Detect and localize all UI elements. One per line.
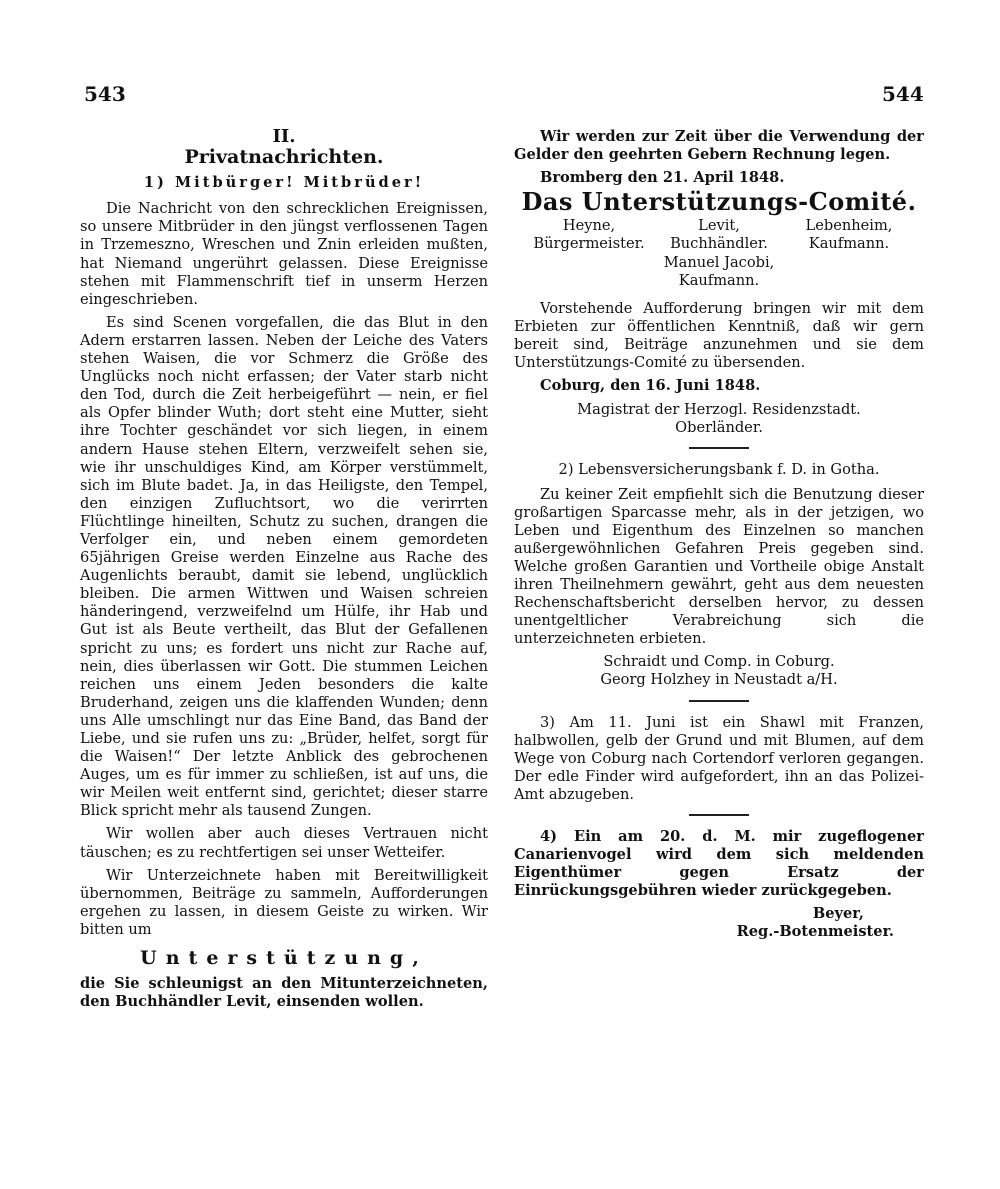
item4-text: 4) Ein am 20. d. M. mir zugeflogener Canarienvogel wird dem sich meldenden Eigenthümer gegen Ersatz der Einrückungsgebühren wieder zurückgegeben. xyxy=(514,828,924,900)
signer-jacobi-title: Kaufmann. xyxy=(678,271,760,289)
section-title: Privatnachrichten. xyxy=(184,146,384,169)
item1-paragraph-4: Wir Unterzeichnete haben mit Bereitwilligkeit übernommen, Beiträge zu sammeln, Aufforderungen ergehen zu lassen, in diesem Geiste zu wirken. Wir bitten um xyxy=(80,866,488,938)
vorstehende-text: Vorstehende Aufforderung bringen wir mit dem Erbieten zur öffentlichen Kenntniß, daß wir gern bereit sind, Beiträge anzunehmen und sie dem Unterstützungs-Comité zu übersenden. xyxy=(514,299,924,372)
signer-title-kaufmann: Kaufmann. xyxy=(808,235,890,253)
date-coburg: Coburg, den 16. Juni 1848. xyxy=(540,377,761,395)
signer-heyne: Heyne, xyxy=(562,217,616,235)
left-column xyxy=(80,128,488,1016)
item2-signature-2: Georg Holzhey in Neustadt a/H. xyxy=(600,671,838,689)
divider-2 xyxy=(689,700,749,702)
signer-levit: Levit, xyxy=(698,217,740,235)
unterstuetzung-heading: Unterstützung, xyxy=(140,947,428,970)
signer-jacobi: Manuel Jacobi, xyxy=(663,253,775,271)
item2-heading: 2) Lebensversicherungsbank f. D. in Gotha. xyxy=(558,461,880,479)
cont-text: Wir werden zur Zeit über die Verwendung der Gelder den geehrten Gebern Rechnung legen. xyxy=(514,128,924,164)
item2-signature-1: Schraidt und Comp. in Coburg. xyxy=(603,653,835,671)
item4-signature-title: Reg.-Botenmeister. xyxy=(736,923,894,941)
item1-heading: 1) Mitbürger! Mitbrüder! xyxy=(143,174,425,192)
signer-title-buergermeister: Bürgermeister. xyxy=(533,235,645,253)
signer-lebenheim: Lebenheim, xyxy=(805,217,893,235)
divider-3 xyxy=(689,814,749,816)
page-number-left: 543 xyxy=(84,82,126,106)
magistrat-line: Magistrat der Herzogl. Residenzstadt. xyxy=(577,401,861,419)
signer-title-buchhaendler: Buchhändler. xyxy=(670,235,768,253)
item1-paragraph-2: Es sind Scenen vorgefallen, die das Blut in den Adern erstarren lassen. Neben der Leiche des Vaters stehen Waisen, die vor Schmerz die Größe des Unglücks noch nicht erfassen; der Vater starb nicht den Tod, durch die Zeit herbeigeführt — nein, er fiel als Opfer blinder Wuth; dort steht eine Mutter, sieht ihre Tochter geschändet vor sich liegen, in einem andern Hause stehen Eltern, verzweifelt sehen sie, wie ihr unschuldiges Kind, am Körper verstümmelt, sich im Blute badet. Ja, in das Heiligste, den Tempel, den einzigen Zufluchtsort, wo die verirrten Flüchtlinge hineilten, Schutz zu suchen, drangen die Verfolger ein, und neben einem gemordeten 65jährigen Greise werden Einzelne aus Rache des Augenlichts beraubt, damit sie lebend, unglücklich bleiben. Die armen Wittwen und Waisen schreien händeringend, verzweifelnd um Hülfe, ihr Hab und Gut ist als Beute vertheilt, das Blut der Gefallenen spricht zu uns; es fordert uns nicht zur Rache auf, nein, dies überlassen wir Gott. Die stummen Leichen reichen uns einem Jeden besonders die kalte Bruderhand, zeigen uns die klaffenden Wunden; denn uns Alle umschlingt nur das Eine Band, das Band der Liebe, und sie rufen uns zu: „Brüder, helfet, sorgt für die Waisen!“ Der letzte Anblick des gebrochenen Auges, um es für immer zu schließen, ist auf uns, die wir Meilen weit entfernt sind, gerichtet; dieser starre Blick spricht mehr als tausend Zungen. xyxy=(80,313,488,820)
section-number: II. xyxy=(272,126,296,147)
item1-paragraph-3: Wir wollen aber auch dieses Vertrauen nicht täuschen; es zu rechtfertigen sei unser Wetteifer. xyxy=(80,825,488,861)
right-column xyxy=(514,128,924,942)
item3-text: 3) Am 11. Juni ist ein Shawl mit Franzen, halbwollen, gelb der Grund und mit Blumen, auf dem Wege von Coburg nach Cortendorf verloren gegangen. Der edle Finder wird aufgefordert, ihn an das Polizei-Amt abzugeben. xyxy=(514,713,924,803)
item2-text: Zu keiner Zeit empfiehlt sich die Benutzung dieser großartigen Sparcasse mehr, als in der jetzigen, wo Leben und Eigenthum des Einzelnen so manchen außergewöhnlichen Gefahren Preis gegeben sind. Welche großen Garantien und Vortheile obige Anstalt ihren Theilnehmern gewährt, geht aus dem neuesten Rechenschaftsbericht derselben hervor, zu dessen unentgeltlicher Verabreichung sich die unterzeichneten erbieten. xyxy=(514,485,924,648)
oberlaender-line: Oberländer. xyxy=(675,419,763,437)
signers-row-titles xyxy=(524,235,914,253)
divider-1 xyxy=(689,447,749,449)
item1-closing: die Sie schleunigst an den Mitunterzeichneten, den Buchhändler Levit, einsenden wollen. xyxy=(80,975,488,1011)
item1-paragraph-1: Die Nachricht von den schrecklichen Ereignissen, so unsere Mitbrüder in den jüngst verflossenen Tagen in Trzemeszno, Wreschen und Znin erleiden mußten, hat Niemand ungerührt gelassen. Diese Ereignisse stehen mit Flammenschrift tief in unserm Herzen eingeschrieben. xyxy=(80,200,488,308)
page-number-right: 544 xyxy=(882,82,924,106)
item4-signature-name: Beyer, xyxy=(812,905,864,923)
comite-title: Das Unterstützungs-Comité. xyxy=(521,187,917,217)
date-bromberg: Bromberg den 21. April 1848. xyxy=(540,169,785,187)
signers-row-names xyxy=(524,217,914,235)
